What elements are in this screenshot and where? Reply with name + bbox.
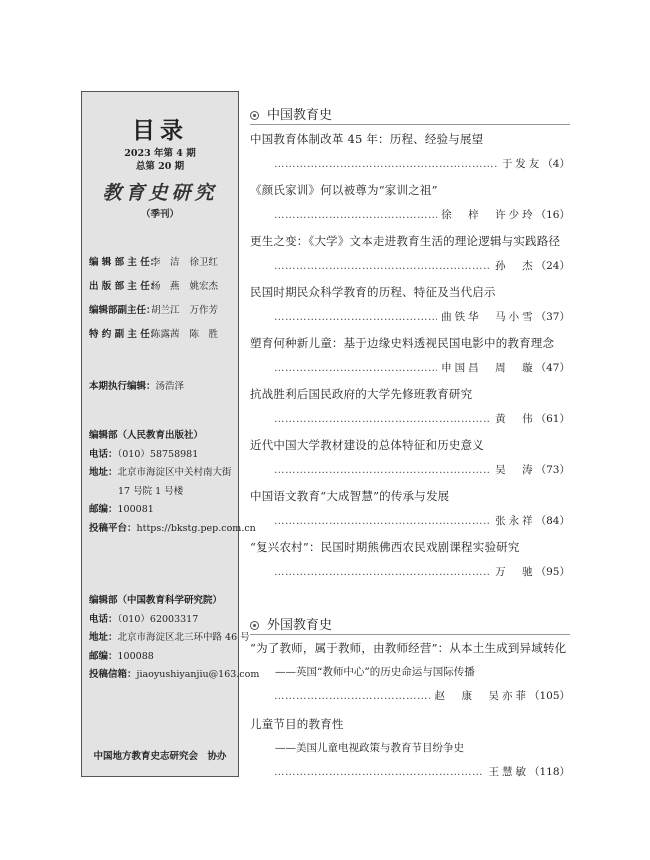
article-author: 申国昌 周 璇	[441, 362, 536, 374]
article-title[interactable]: 中国语文教育“大成智慧”的传承与发展	[250, 489, 450, 503]
address-line: 北京市海淀区北三环中路 46 号	[117, 632, 250, 643]
zip-label: 邮编：	[89, 650, 118, 662]
article-author: 王慧敏	[488, 766, 529, 778]
article-page: （16）	[535, 209, 570, 221]
executive-editor-name: 汤浩泽	[155, 381, 185, 392]
editor-name: 徐卫红	[189, 257, 219, 268]
submission-label: 投稿平台：	[89, 522, 137, 534]
leader-dots	[274, 413, 491, 425]
editor-row	[89, 254, 218, 268]
article-author: 孙 杰	[495, 260, 536, 272]
address-line: 北京市海淀区中关村南大街	[117, 467, 232, 478]
contents-title: 目录	[132, 117, 188, 144]
article-author: 吴 涛	[495, 464, 536, 476]
leader-dots	[274, 766, 484, 778]
editor-name: 胡兰江	[151, 305, 180, 316]
leader-dots	[274, 464, 491, 476]
toc-entry[interactable]	[250, 233, 570, 273]
article-title[interactable]: 民国时期民众科学教育的历程、特征及当代启示	[250, 285, 496, 299]
toc-entry[interactable]	[250, 335, 570, 375]
phone-number: （010）62003317	[117, 613, 199, 625]
article-page: （105）	[528, 690, 570, 702]
submission-email-link[interactable]: jiaoyushiyanjiu@163.com	[136, 669, 260, 680]
editor-name: 李 洁	[151, 257, 180, 268]
toc-entry[interactable]	[250, 488, 570, 528]
issue-number: 2023 年第 4 期	[124, 148, 196, 159]
section-heading-chinese-history: 中国教育史	[250, 104, 332, 123]
editor-role: 编辑部副主任：	[89, 305, 156, 316]
submission-platform-link[interactable]: https://bkstg.pep.com.cn	[136, 522, 256, 534]
office-nies-heading: 编辑部（中国教育科学研究院）	[89, 595, 223, 606]
article-page: （24）	[535, 260, 570, 272]
article-page: （73）	[535, 464, 570, 476]
phone-number: （010）58758981	[117, 448, 199, 460]
publication-type: （季刊）	[140, 209, 179, 220]
article-title[interactable]: 抗战胜利后国民政府的大学先修班教育研究	[250, 387, 473, 401]
editor-row	[89, 326, 218, 340]
editor-role: 编 辑 部 主 任：	[89, 257, 160, 268]
editor-role: 特 约 副 主 任：	[89, 329, 160, 340]
editor-name: 万作芳	[189, 305, 219, 316]
bullet-circle-icon	[250, 111, 259, 120]
executive-editor-row	[89, 378, 184, 392]
address-line: 17 号院 1 号楼	[118, 485, 184, 497]
zip-label: 邮编：	[89, 504, 118, 515]
section-heading-foreign-history: 外国教育史	[250, 614, 332, 633]
article-title[interactable]: 中国教育体制改革 45 年：历程、经验与展望	[250, 132, 484, 146]
article-author: 张永祥	[495, 515, 536, 527]
leader-dots	[274, 690, 430, 702]
article-subtitle: ——英国“教师中心”的历史命运与国际传播	[275, 666, 475, 678]
section-divider	[250, 124, 570, 125]
article-title[interactable]: “复兴农村”：民国时期熊佛西农民戏剧课程实验研究	[250, 540, 520, 554]
office-nies-info	[89, 592, 259, 685]
zip-code: 100081	[117, 504, 154, 515]
office-pep-info	[89, 427, 256, 538]
leader-dots	[274, 260, 491, 272]
journal-name: 教育史研究	[102, 182, 218, 204]
article-page: （84）	[535, 515, 570, 527]
toc-entry[interactable]	[250, 131, 570, 171]
editor-name: 杨 燕	[151, 281, 180, 292]
article-page: （4）	[542, 158, 570, 170]
article-title[interactable]: “为了教师，属于教师，由教师经营”：从本土生成到异域转化	[250, 641, 567, 655]
editor-name: 陈露茜	[151, 329, 180, 340]
leader-dots	[274, 515, 491, 527]
article-page: （118）	[528, 766, 570, 778]
masthead-sidebar	[81, 91, 260, 777]
article-page: （95）	[535, 566, 570, 578]
editor-role: 出 版 部 主 任：	[89, 281, 160, 292]
leader-dots	[274, 311, 437, 323]
toc-entry[interactable]	[250, 437, 570, 477]
article-author: 于发友	[501, 158, 543, 170]
total-issue-number: 总第 20 期	[135, 161, 185, 172]
zip-code: 100088	[117, 650, 154, 662]
article-author: 万 驰	[495, 566, 536, 578]
article-author: 徐 梓 许少玲	[441, 209, 536, 221]
editor-row	[89, 278, 218, 292]
toc-entry[interactable]	[250, 640, 570, 703]
article-page: （47）	[535, 362, 570, 374]
article-title[interactable]: 儿童节目的教育性	[250, 717, 344, 731]
phone-label: 电话：	[89, 448, 118, 460]
article-author: 赵 康 吴亦菲	[434, 690, 529, 702]
editor-row	[89, 302, 218, 316]
toc-entry[interactable]	[250, 386, 570, 426]
co-organizer: 中国地方教育史志研究会 协办	[93, 751, 227, 762]
article-page: （37）	[535, 311, 570, 323]
submission-label: 投稿信箱：	[89, 669, 137, 680]
toc-entry[interactable]	[250, 182, 570, 222]
leader-dots	[274, 362, 437, 374]
executive-editor-label: 本期执行编辑：	[89, 381, 156, 392]
article-page: （61）	[535, 413, 570, 425]
leader-dots	[274, 566, 491, 578]
section-divider	[250, 634, 570, 635]
phone-label: 电话：	[89, 613, 118, 625]
address-label: 地址：	[89, 632, 118, 643]
article-subtitle: ——美国儿童电视政策与教育节目纷争史	[275, 742, 464, 754]
toc-entry[interactable]	[250, 284, 570, 324]
article-title[interactable]: 近代中国大学教材建设的总体特征和历史意义	[250, 438, 484, 452]
toc-entry[interactable]	[250, 716, 570, 779]
leader-dots	[274, 158, 498, 170]
leader-dots	[274, 209, 437, 221]
article-author: 曲铁华 马小雪	[441, 311, 536, 323]
address-label: 地址：	[89, 467, 118, 478]
toc-entry[interactable]	[250, 539, 570, 579]
article-author: 黄 伟	[495, 413, 536, 425]
editor-name: 姚宏杰	[189, 281, 219, 292]
office-pep-heading: 编辑部（人民教育出版社）	[89, 430, 204, 441]
article-title[interactable]: 塑育何种新儿童：基于边缘史料透视民国电影中的教育理念	[250, 336, 555, 350]
article-title[interactable]: 《颜氏家训》何以被尊为“家训之祖”	[250, 183, 438, 197]
bullet-circle-icon	[250, 621, 259, 630]
editor-name: 陈 胜	[189, 329, 219, 340]
article-title[interactable]: 更生之变：《大学》文本走进教育生活的理论逻辑与实践路径	[250, 234, 561, 248]
